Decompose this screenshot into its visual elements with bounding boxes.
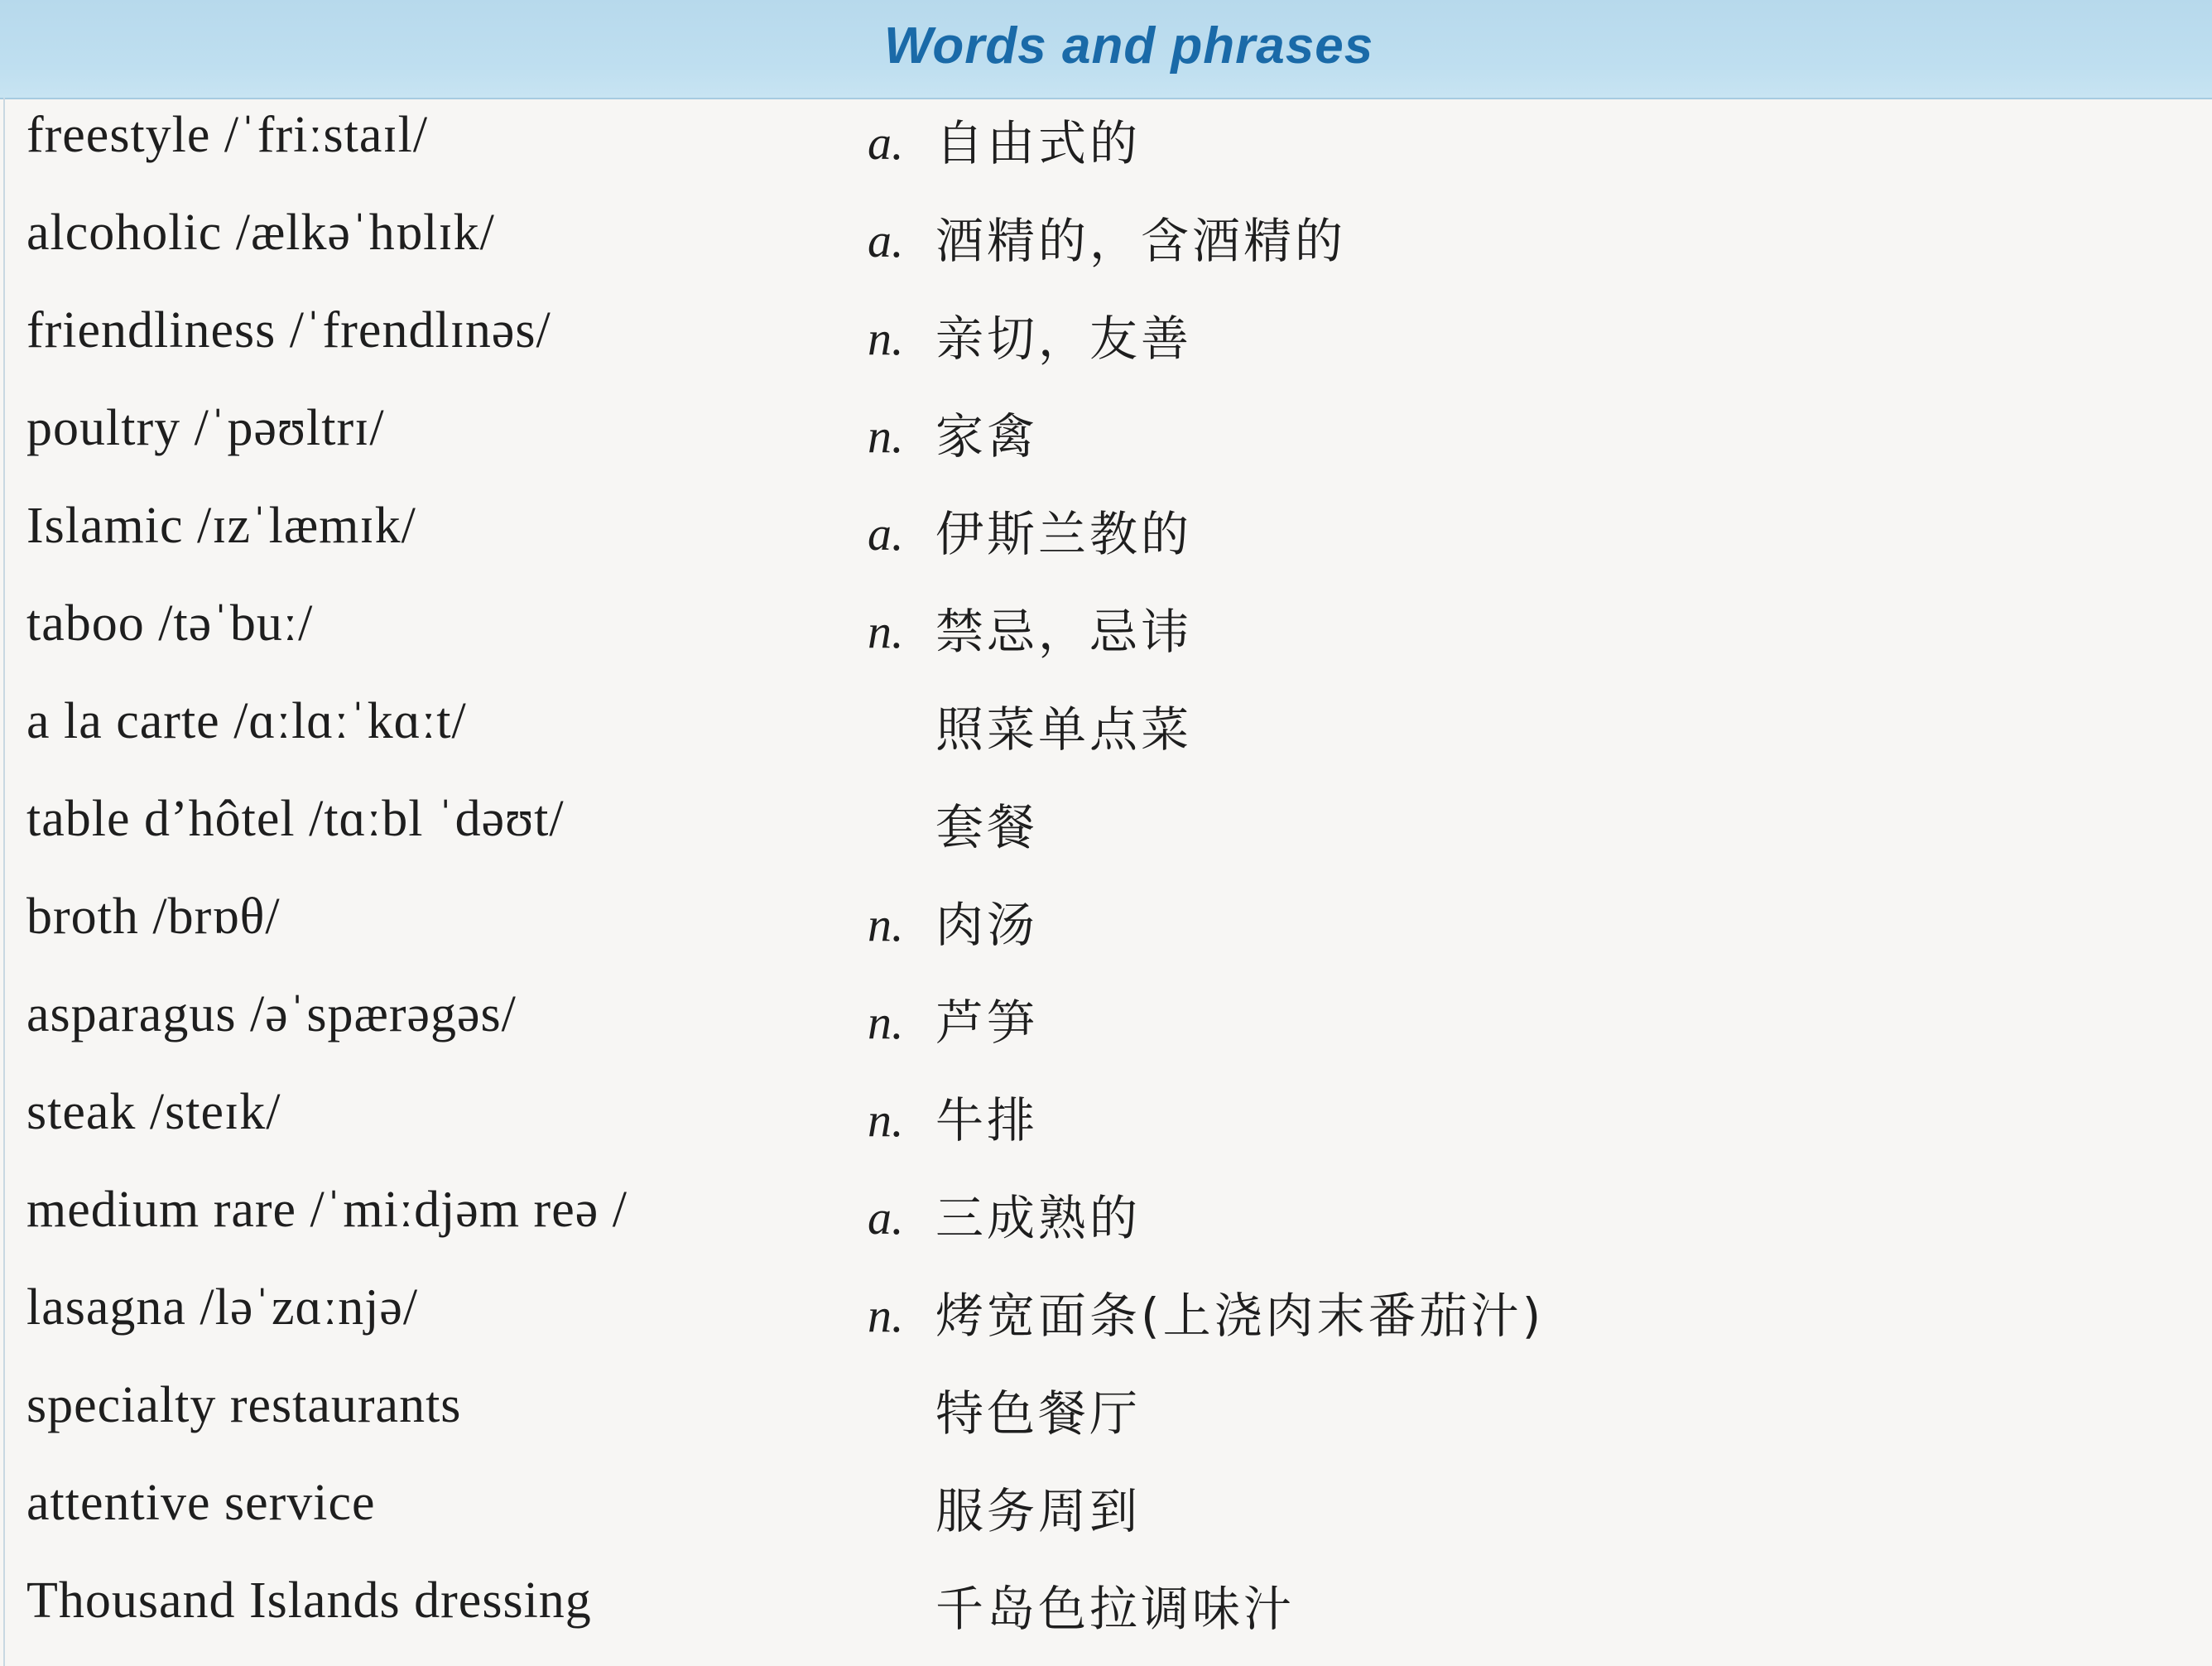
- part-of-speech: a.: [868, 214, 904, 267]
- vocab-term: table d’hôtel /tɑːbl ˈdəʊt/: [26, 791, 565, 847]
- vocab-row: [0, 1466, 2212, 1563]
- vocab-row: [0, 98, 2212, 195]
- vocab-term: medium rare /ˈmiːdjəm reə /: [26, 1182, 628, 1238]
- part-of-speech: n.: [868, 898, 904, 951]
- chinese-meaning: 千岛色拉调味汁: [935, 1581, 1296, 1637]
- chinese-meaning: 自由式的: [935, 115, 1142, 171]
- vocab-row: [0, 1270, 2212, 1368]
- chinese-meaning: 特色餐厅: [935, 1385, 1142, 1442]
- chinese-meaning: 牛排: [935, 1092, 1039, 1148]
- part-of-speech: n.: [868, 995, 904, 1049]
- vocab-term: friendliness /ˈfrendlɪnəs/: [26, 302, 551, 359]
- header-band: [0, 0, 2212, 99]
- vocab-row: [0, 1172, 2212, 1270]
- vocab-row: [0, 1075, 2212, 1172]
- chinese-meaning: 三成熟的: [935, 1190, 1142, 1246]
- vocab-row: [0, 879, 2212, 977]
- part-of-speech: a.: [868, 1191, 904, 1245]
- chinese-meaning: 芦笋: [935, 994, 1039, 1051]
- part-of-speech: a.: [868, 507, 904, 561]
- vocab-row: [0, 1563, 2212, 1661]
- part-of-speech: n.: [868, 1288, 904, 1342]
- vocab-term: asparagus /əˈspærəgəs/: [26, 986, 517, 1042]
- vocab-term: a la carte /ɑːlɑːˈkɑːt/: [26, 693, 467, 749]
- part-of-speech: n.: [868, 1093, 904, 1147]
- vocab-term: taboo /təˈbuː/: [26, 595, 314, 652]
- chinese-meaning: 家禽: [935, 408, 1039, 465]
- chinese-meaning: 禁忌，忌讳: [935, 604, 1193, 660]
- chinese-meaning: 酒精的，含酒精的: [935, 213, 1347, 269]
- chinese-meaning: 肉汤: [935, 897, 1039, 953]
- vocab-term: steak /steɪk/: [26, 1084, 281, 1140]
- vocab-row: [0, 391, 2212, 489]
- vocab-row: [0, 293, 2212, 391]
- chinese-meaning: 套餐: [935, 799, 1039, 855]
- part-of-speech: n.: [868, 604, 904, 658]
- part-of-speech: n.: [868, 311, 904, 365]
- vocab-row: [0, 684, 2212, 782]
- chinese-meaning: 照菜单点菜: [935, 701, 1193, 758]
- vocab-term: lasagna /ləˈzɑːnjə/: [26, 1279, 419, 1336]
- vocab-row: [0, 977, 2212, 1075]
- chinese-meaning: 烤宽面条(上浇肉末番茄汁): [935, 1288, 1545, 1344]
- part-of-speech: a.: [868, 116, 904, 170]
- chinese-meaning: 服务周到: [935, 1483, 1142, 1539]
- vocab-row: [0, 586, 2212, 684]
- part-of-speech: n.: [868, 409, 904, 463]
- vocab-term: attentive service: [26, 1475, 376, 1531]
- vocab-term: Islamic /ɪzˈlæmɪk/: [26, 498, 416, 554]
- vocab-row: [0, 782, 2212, 879]
- vocab-row: [0, 195, 2212, 293]
- vocab-term: poultry /ˈpəʊltrɪ/: [26, 400, 385, 456]
- vocab-term: Thousand Islands dressing: [26, 1572, 592, 1629]
- chinese-meaning: 伊斯兰教的: [935, 506, 1193, 562]
- section-title: Words and phrases: [884, 17, 1374, 75]
- vocab-term: alcoholic /ælkəˈhɒlɪk/: [26, 205, 495, 261]
- vocab-row: [0, 1368, 2212, 1466]
- chinese-meaning: 亲切，友善: [935, 311, 1193, 367]
- vocab-term: freestyle /ˈfriːstaɪl/: [26, 107, 429, 163]
- vocab-row: [0, 489, 2212, 586]
- vocab-term: broth /brɒθ/: [26, 888, 281, 945]
- vocab-term: specialty restaurants: [26, 1377, 462, 1433]
